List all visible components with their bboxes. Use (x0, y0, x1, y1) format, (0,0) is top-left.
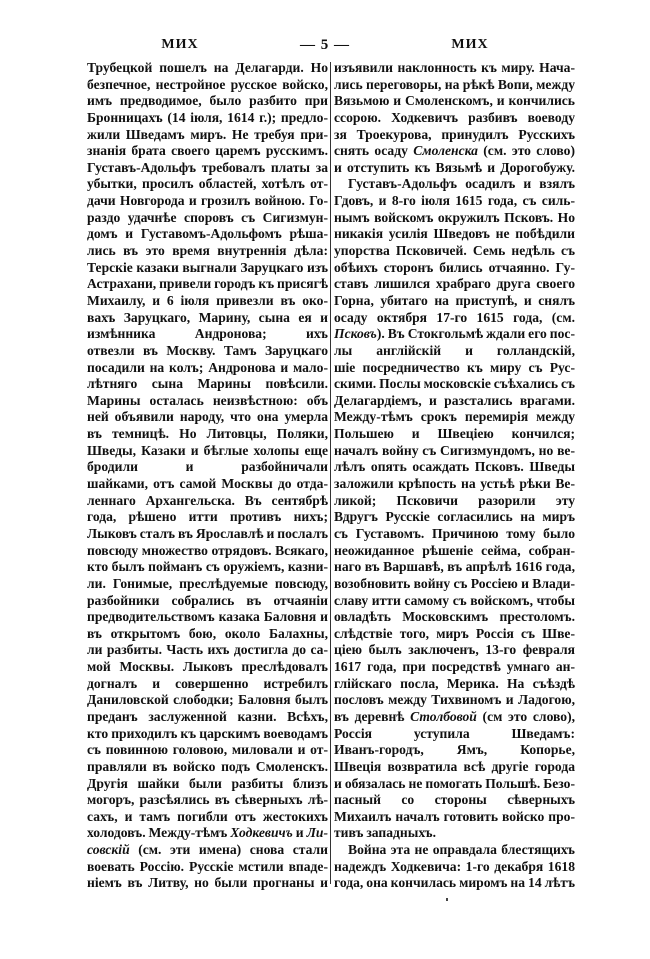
text-line: лись переговоры, на рѣкѣ Вопи, между (334, 76, 575, 92)
text-line: Польшею и Швеціею кончился; (334, 426, 575, 442)
text-line: леннаго Архангельска. Въ сентябрѣ (87, 492, 328, 508)
text-line: ціею былъ заключенъ, 13-го февраля (334, 642, 575, 658)
text-line: Другія шайки были разбиты близъ (87, 775, 328, 791)
text-line: въ темницѣ. Но Литовцы, Поляки, (87, 426, 328, 442)
text-line: началъ войну съ Сигизмундомъ, но ве- (334, 442, 575, 458)
text-line: Горна, убитаго на приступѣ, и снялъ (334, 292, 575, 308)
text-line: Лыковъ сталъ въ Ярославлѣ и послалъ (87, 525, 328, 541)
paragraph (87, 60, 328, 892)
text-line: лѣлъ опять осаждать Псковъ. Шведы (334, 459, 575, 475)
italic-term: Ходкевичъ (230, 825, 293, 841)
text-line (334, 143, 575, 160)
italic-term: Столбовой (410, 708, 477, 724)
text-line: скими. Послы московскіе съѣхались съ (334, 376, 575, 392)
text-line: упорства Псковичей. Семь недѣль съ (334, 243, 575, 259)
text-segment: ). Въ Стокгольмѣ ждали его пос- (376, 326, 575, 342)
text-line: ли разбиты. Часть ихъ достигла до са- (87, 642, 328, 658)
text-line: года, рѣшено итти противъ нихъ; (87, 509, 328, 525)
text-line: сахъ, и тамъ погибли отъ жестокихъ (87, 808, 328, 824)
text-line: надеждъ Ходкевича: 1-го декабря 1618 (334, 858, 575, 874)
text-line: догналъ и совершенно истребилъ (87, 675, 328, 691)
text-line: Михаилу, и 6 іюля привезли въ око- (87, 292, 328, 308)
text-line: ставъ лишился храбраго друга своего (334, 276, 575, 292)
text-line: слѣдствіе того, миръ Россія съ Шве- (334, 625, 575, 641)
text-line: и отступить къ Вязьмѣ и Дорогобужу. (334, 159, 575, 175)
text-segment: холодовъ. Между-тѣмъ (87, 825, 231, 841)
text-segment: и (292, 825, 307, 841)
running-head-right: МИХ (451, 37, 489, 52)
text-line: Вдругъ Русскіе согласились на миръ (334, 509, 575, 525)
page-number: — 5 — (300, 37, 350, 53)
text-line: зя Троекурова, принудилъ Русскихъ (334, 126, 575, 142)
text-line: въ открытомъ бою, около Балахны, (87, 625, 328, 641)
text-segment: въ деревнѣ (334, 708, 411, 724)
text-line: овладѣть Московскимъ престоломъ. (334, 609, 575, 625)
column-divider (330, 62, 331, 884)
text-line: года, она кончилась миромъ на 14 лѣтъ (334, 875, 575, 891)
text-column-left (87, 60, 328, 892)
text-segment: (см. это слово) (477, 143, 575, 159)
text-line: Даниловской слободки; Баловня былъ (87, 692, 328, 708)
text-line: кто былъ пойманъ съ оружіемъ, казни- (87, 559, 328, 575)
text-line: Густавъ-Адольфъ осадилъ и взялъ (348, 176, 575, 192)
text-line: тивъ западныхъ. (334, 825, 436, 841)
text-line: повсюду множество отрядовъ. Всякаго, (87, 542, 328, 558)
paragraph (334, 60, 575, 176)
text-column-right (334, 60, 575, 892)
text-line: Делагардіемъ, и разстались врагами. (334, 392, 575, 408)
text-line: Густавъ-Адольфъ требовалъ платы за (87, 159, 328, 175)
text-line: вахъ Заруцкаго, Марину, сына ея и (87, 309, 328, 325)
text-line: преданъ заслуженной казни. Всѣхъ, (87, 708, 328, 724)
text-line: кто приходилъ къ царскимъ воеводамъ (87, 725, 328, 741)
text-line: славу итти самому съ войскомъ, чтобы (334, 592, 575, 608)
text-line: и обязалась не помогать Польшѣ. Безо- (334, 775, 575, 791)
text-line (87, 825, 328, 842)
text-segment: (см. эти имена) снова стали (129, 842, 328, 858)
italic-term: Ли- (306, 825, 328, 841)
text-line: возобновить войну съ Россіею и Влади- (334, 575, 575, 591)
text-line: убытки, просилъ областей, хотѣлъ от- (87, 176, 328, 192)
italic-term: Псковъ (334, 326, 377, 342)
text-line: Марины осталась неизвѣстною: объ (87, 392, 328, 408)
text-line: могоръ, разсѣялись въ сѣверныхъ лѣ- (87, 792, 328, 808)
text-line: лѣтняго сына Марины повѣсили. (87, 376, 328, 392)
text-line: Война эта не оправдала блестящихъ (348, 842, 575, 858)
text-line: отвезли въ Москву. Тамъ Заруцкаго (87, 342, 328, 358)
text-line: ніемъ въ Литву, но были прогнаны и (87, 875, 328, 891)
text-line: нымъ войскомъ окружилъ Псковъ. Но (334, 209, 575, 225)
italic-term: совскій (87, 842, 130, 858)
text-line: ссорою. Ходкевичъ разбивъ воеводу (334, 109, 575, 125)
text-line: пословъ между Тихвиномъ и Ладогою, (334, 692, 575, 708)
text-line: Шведы, Казаки и бѣглые холопы еще (87, 442, 328, 458)
text-line: имъ предводимое, было разбито при (87, 93, 328, 109)
text-segment: (см это слово), (476, 708, 575, 724)
text-line: Гдовъ, и 8-го іюля 1615 года, съ силь- (334, 193, 575, 209)
text-line: неожиданное рѣшеніе сейма, собран- (334, 542, 575, 558)
text-line: никакія усилія Шведовъ не побѣдили (334, 226, 575, 242)
text-line: глійскаго посла, Мерика. На съѣздѣ (334, 675, 575, 691)
text-line: бродили и разбойничали (87, 459, 328, 475)
text-line: лы англійскій и голландскій, (334, 342, 575, 358)
print-speck (446, 898, 448, 901)
text-line: изъявили наклонность къ миру. Нача- (334, 60, 575, 75)
text-line: Трубецкой пошелъ на Делагарди. Но (87, 60, 328, 75)
text-line: измѣнника Андронова; ихъ (87, 326, 328, 342)
text-line: жили Шведамъ миръ. Не требуя при- (87, 126, 328, 142)
text-line: Иванъ-городъ, Ямъ, Копорье, (334, 742, 575, 758)
text-line: Терскіе казаки выгнали Заруцкаго изъ (87, 259, 328, 275)
text-line: посадили на колъ; Андронова и мало- (87, 359, 328, 375)
text-segment: снять осаду (334, 143, 414, 159)
text-line: 1617 года, при посредствѣ умнаго ан- (334, 659, 575, 675)
text-line (87, 842, 328, 859)
paragraph (334, 176, 575, 842)
text-line: Вязьмою и Смоленскомъ, и кончились (334, 93, 575, 109)
text-line: наго въ Варшавѣ, въ апрѣлѣ 1616 года, (334, 559, 575, 575)
text-line: Михаилъ началъ готовить войско про- (334, 808, 575, 824)
text-line: Астрахани, привели городъ къ присягѣ (87, 276, 328, 292)
italic-term: Смоленска (413, 143, 478, 159)
text-line: осаду октября 17-го 1615 года, (см. (334, 309, 575, 325)
text-line: домъ и Густавомъ-Адольфомъ рѣша- (87, 226, 328, 242)
text-line (334, 326, 575, 343)
text-line: обѣихъ сторонъ бились отчаянно. Гу- (334, 259, 575, 275)
text-line: пасный со стороны сѣверныхъ (334, 792, 575, 808)
text-line: съ повинною головою, миловали и от- (87, 742, 328, 758)
text-line: съ Густавомъ. Причиною тому было (334, 525, 575, 541)
text-line: ней объявили народу, что она умерла (87, 409, 328, 425)
text-line: мой Москвы. Лыковъ преслѣдовалъ (87, 659, 328, 675)
text-line: Бронницахъ (14 іюля, 1614 г.); предло- (87, 109, 328, 125)
text-line: Между-тѣмъ срокъ перемирія между (334, 409, 575, 425)
text-line: правляли въ войско подъ Смоленскъ. (87, 758, 328, 774)
text-line: шайками, отъ самой Москвы до отда- (87, 476, 328, 492)
text-line: предводительствомъ казака Баловня и (87, 609, 328, 625)
text-line: ли. Гонимые, преслѣдуемые повсюду, (87, 575, 328, 591)
text-line: дачи Новгорода и грозилъ войною. Го- (87, 193, 328, 209)
text-line: заложили крѣпость на устьѣ рѣки Ве- (334, 476, 575, 492)
paragraph (334, 842, 575, 892)
text-line: лись въ это время внутреннія дѣла: (87, 243, 328, 259)
text-line: знанія брата своего царемъ русскимъ. (87, 143, 328, 159)
running-head-left: МИХ (161, 37, 199, 52)
text-line (334, 709, 575, 726)
text-line: воевать Россію. Русскіе мстили впаде- (87, 858, 328, 874)
text-line: Швеція возвратила всѣ другіе города (334, 758, 575, 774)
text-line: раздо удачнѣе споровъ съ Сигизмун- (87, 209, 328, 225)
text-line: Россія уступила Шведамъ: (334, 725, 575, 741)
text-line: безпечное, нестройное русское войско, (87, 76, 328, 92)
text-line: ликой; Псковичи разорили эту (334, 492, 575, 508)
text-line: разбойники собрались въ отчаяніи (87, 592, 328, 608)
text-line: шіе посредничество къ миру съ Рус- (334, 359, 575, 375)
